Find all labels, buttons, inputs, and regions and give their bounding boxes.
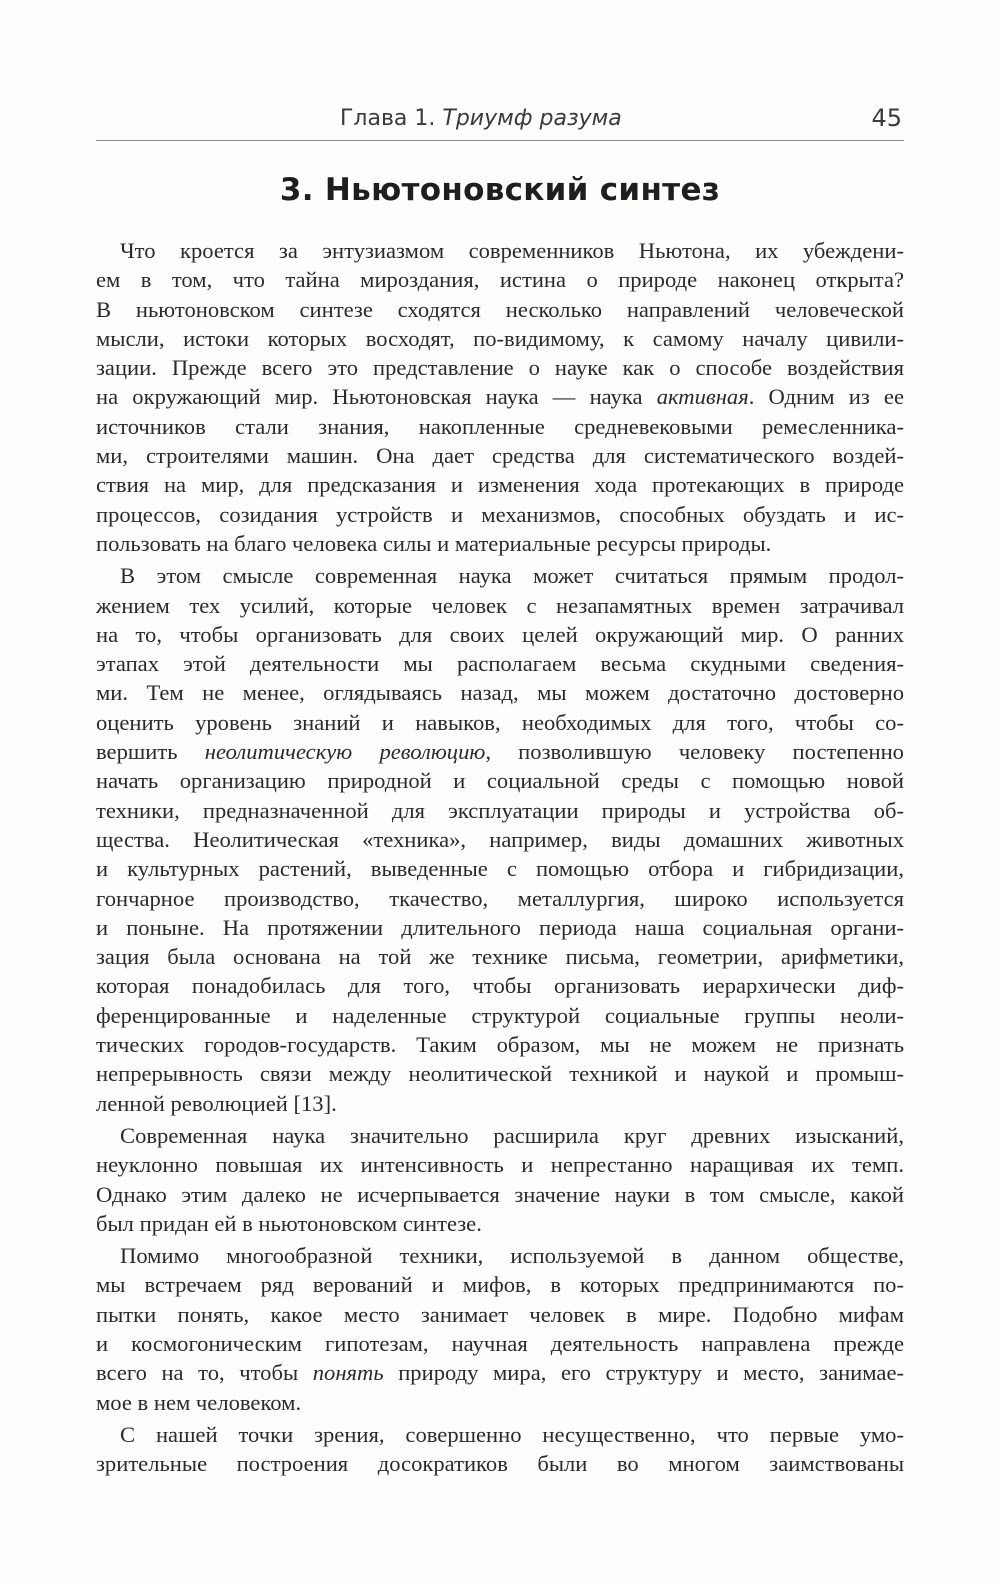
text-line: Что кроется за энтузиазмом современников Ньютона, их убеждени- — [120, 238, 904, 263]
text-line: ференцированные и наделенные структурой социальные группы неоли- — [96, 1002, 904, 1028]
text-line — [96, 737, 904, 766]
text-line: которая понадобилась для того, чтобы организовать иерархически диф- — [96, 973, 904, 999]
body-text — [96, 236, 904, 1481]
text-line: неуклонно повышая их интенсивность и непрестанно наращивая их темп. — [96, 1152, 904, 1178]
paragraph — [96, 236, 904, 558]
text-line: начать организацию природной и социальной среды с помощью новой — [96, 768, 904, 794]
text-line: мое в нем человеком. — [96, 1389, 302, 1415]
text-line: техники, предназначенной для эксплуатации природы и устройства об- — [96, 797, 904, 823]
text-line: ми, строителями машин. Она дает средства для систематического воздей- — [96, 443, 904, 469]
text-line: ми. Тем не менее, оглядываясь назад, мы можем достаточно достоверно — [96, 680, 904, 706]
text-line: и поныне. На протяжении длительного периода наша социальная органи- — [96, 914, 904, 940]
text-line: Помимо многообразной техники, используемой в данном обществе, — [120, 1243, 904, 1269]
text-line: источников стали знания, накопленные средневековыми ремесленника- — [96, 413, 904, 439]
text-line — [96, 1358, 904, 1387]
text-line: и культурных растений, выведенные с помощью отбора и гибридизации, — [96, 856, 904, 882]
text-line: тических городов-государств. Таким образом, мы не можем не признать — [96, 1032, 904, 1058]
text-line: на то, чтобы организовать для своих целей окружающий мир. О ранних — [96, 621, 904, 647]
text-line: мысли, истоки которых восходят, по-видимому, к самому началу цивили- — [96, 325, 904, 351]
text-line: В этом смысле современная наука может считаться прямым продол- — [120, 563, 904, 589]
text-line — [96, 382, 904, 411]
text-line: В ньютоновском синтезе сходятся несколько направлений человеческой — [96, 296, 904, 322]
text-line: щества. Неолитическая «техника», например, виды домашних животных — [96, 826, 904, 852]
text-line: зрительные построения досократиков были во многом заимствованы — [96, 1451, 904, 1477]
text-line: Однако этим далеко не исчерпывается значение науки в том смысле, какой — [96, 1181, 904, 1207]
emphasis-text: активная — [656, 384, 749, 410]
paragraph — [96, 561, 904, 1118]
chapter-label: Глава 1. — [340, 106, 436, 131]
text-line: зация была основана на той же технике письма, геометрии, арифметики, — [96, 944, 904, 970]
text-line: ствия на мир, для предсказания и изменения хода протекающих в природе — [96, 472, 904, 498]
text-line: жением тех усилий, которые человек с незапамятных времен затрачивал — [96, 592, 904, 618]
text-line: оценить уровень знаний и навыков, необходимых для того, чтобы со- — [96, 709, 904, 735]
text-line: пытки понять, какое место занимает человек в мире. Подобно мифам — [96, 1301, 904, 1327]
chapter-title: Триумф разума — [442, 106, 622, 131]
paragraph — [96, 1241, 904, 1417]
text-line: ленной революцией [13]. — [96, 1090, 337, 1116]
paragraph — [96, 1121, 904, 1238]
page-number: 45 — [871, 104, 902, 132]
text-line: зации. Прежде всего это представление о науке как о способе воздействия — [96, 355, 904, 381]
text-line: Современная наука значительно расширила круг древних изысканий, — [120, 1122, 904, 1148]
text-fragment: природу мира, его структуру и место, занимае- — [383, 1360, 904, 1386]
text-fragment: на окружающий мир. Ньютоновская наука — наука — [96, 384, 657, 410]
text-line: С нашей точки зрения, совершенно несущественно, что первые умо- — [120, 1421, 904, 1447]
text-line: и космогоническим гипотезам, научная деятельность направлена прежде — [96, 1330, 904, 1356]
text-line: был придан ей в ньютоновском синтезе. — [96, 1210, 482, 1236]
running-head — [96, 100, 904, 141]
paragraph — [96, 1420, 904, 1479]
text-fragment: , позволившую человеку постепенно — [485, 739, 904, 765]
section-title: 3. Ньютоновский синтез — [279, 172, 721, 208]
running-head-chapter — [340, 106, 622, 131]
text-fragment: вершить — [96, 739, 205, 765]
emphasis-text: понять — [312, 1360, 384, 1386]
text-line: мы встречаем ряд верований и мифов, в которых предпринимаются по- — [96, 1272, 904, 1298]
text-line: гончарное производство, ткачество, металлургия, широко используется — [96, 885, 904, 911]
text-line: пользовать на благо человека силы и материальные ресурсы природы. — [96, 530, 772, 556]
text-line: непрерывность связи между неолитической техникой и наукой и промыш- — [96, 1061, 904, 1087]
text-fragment: . Одним из ее — [748, 384, 904, 410]
text-fragment: всего на то, чтобы — [96, 1360, 313, 1386]
text-line: ем в том, что тайна мироздания, истина о природе наконец открыта? — [96, 267, 904, 293]
emphasis-text: неолитическую революцию — [204, 739, 486, 765]
text-line: этапах этой деятельности мы располагаем весьма скудными сведения- — [96, 651, 904, 677]
text-line: процессов, созидания устройств и механизмов, способных обуздать и ис- — [96, 501, 904, 527]
